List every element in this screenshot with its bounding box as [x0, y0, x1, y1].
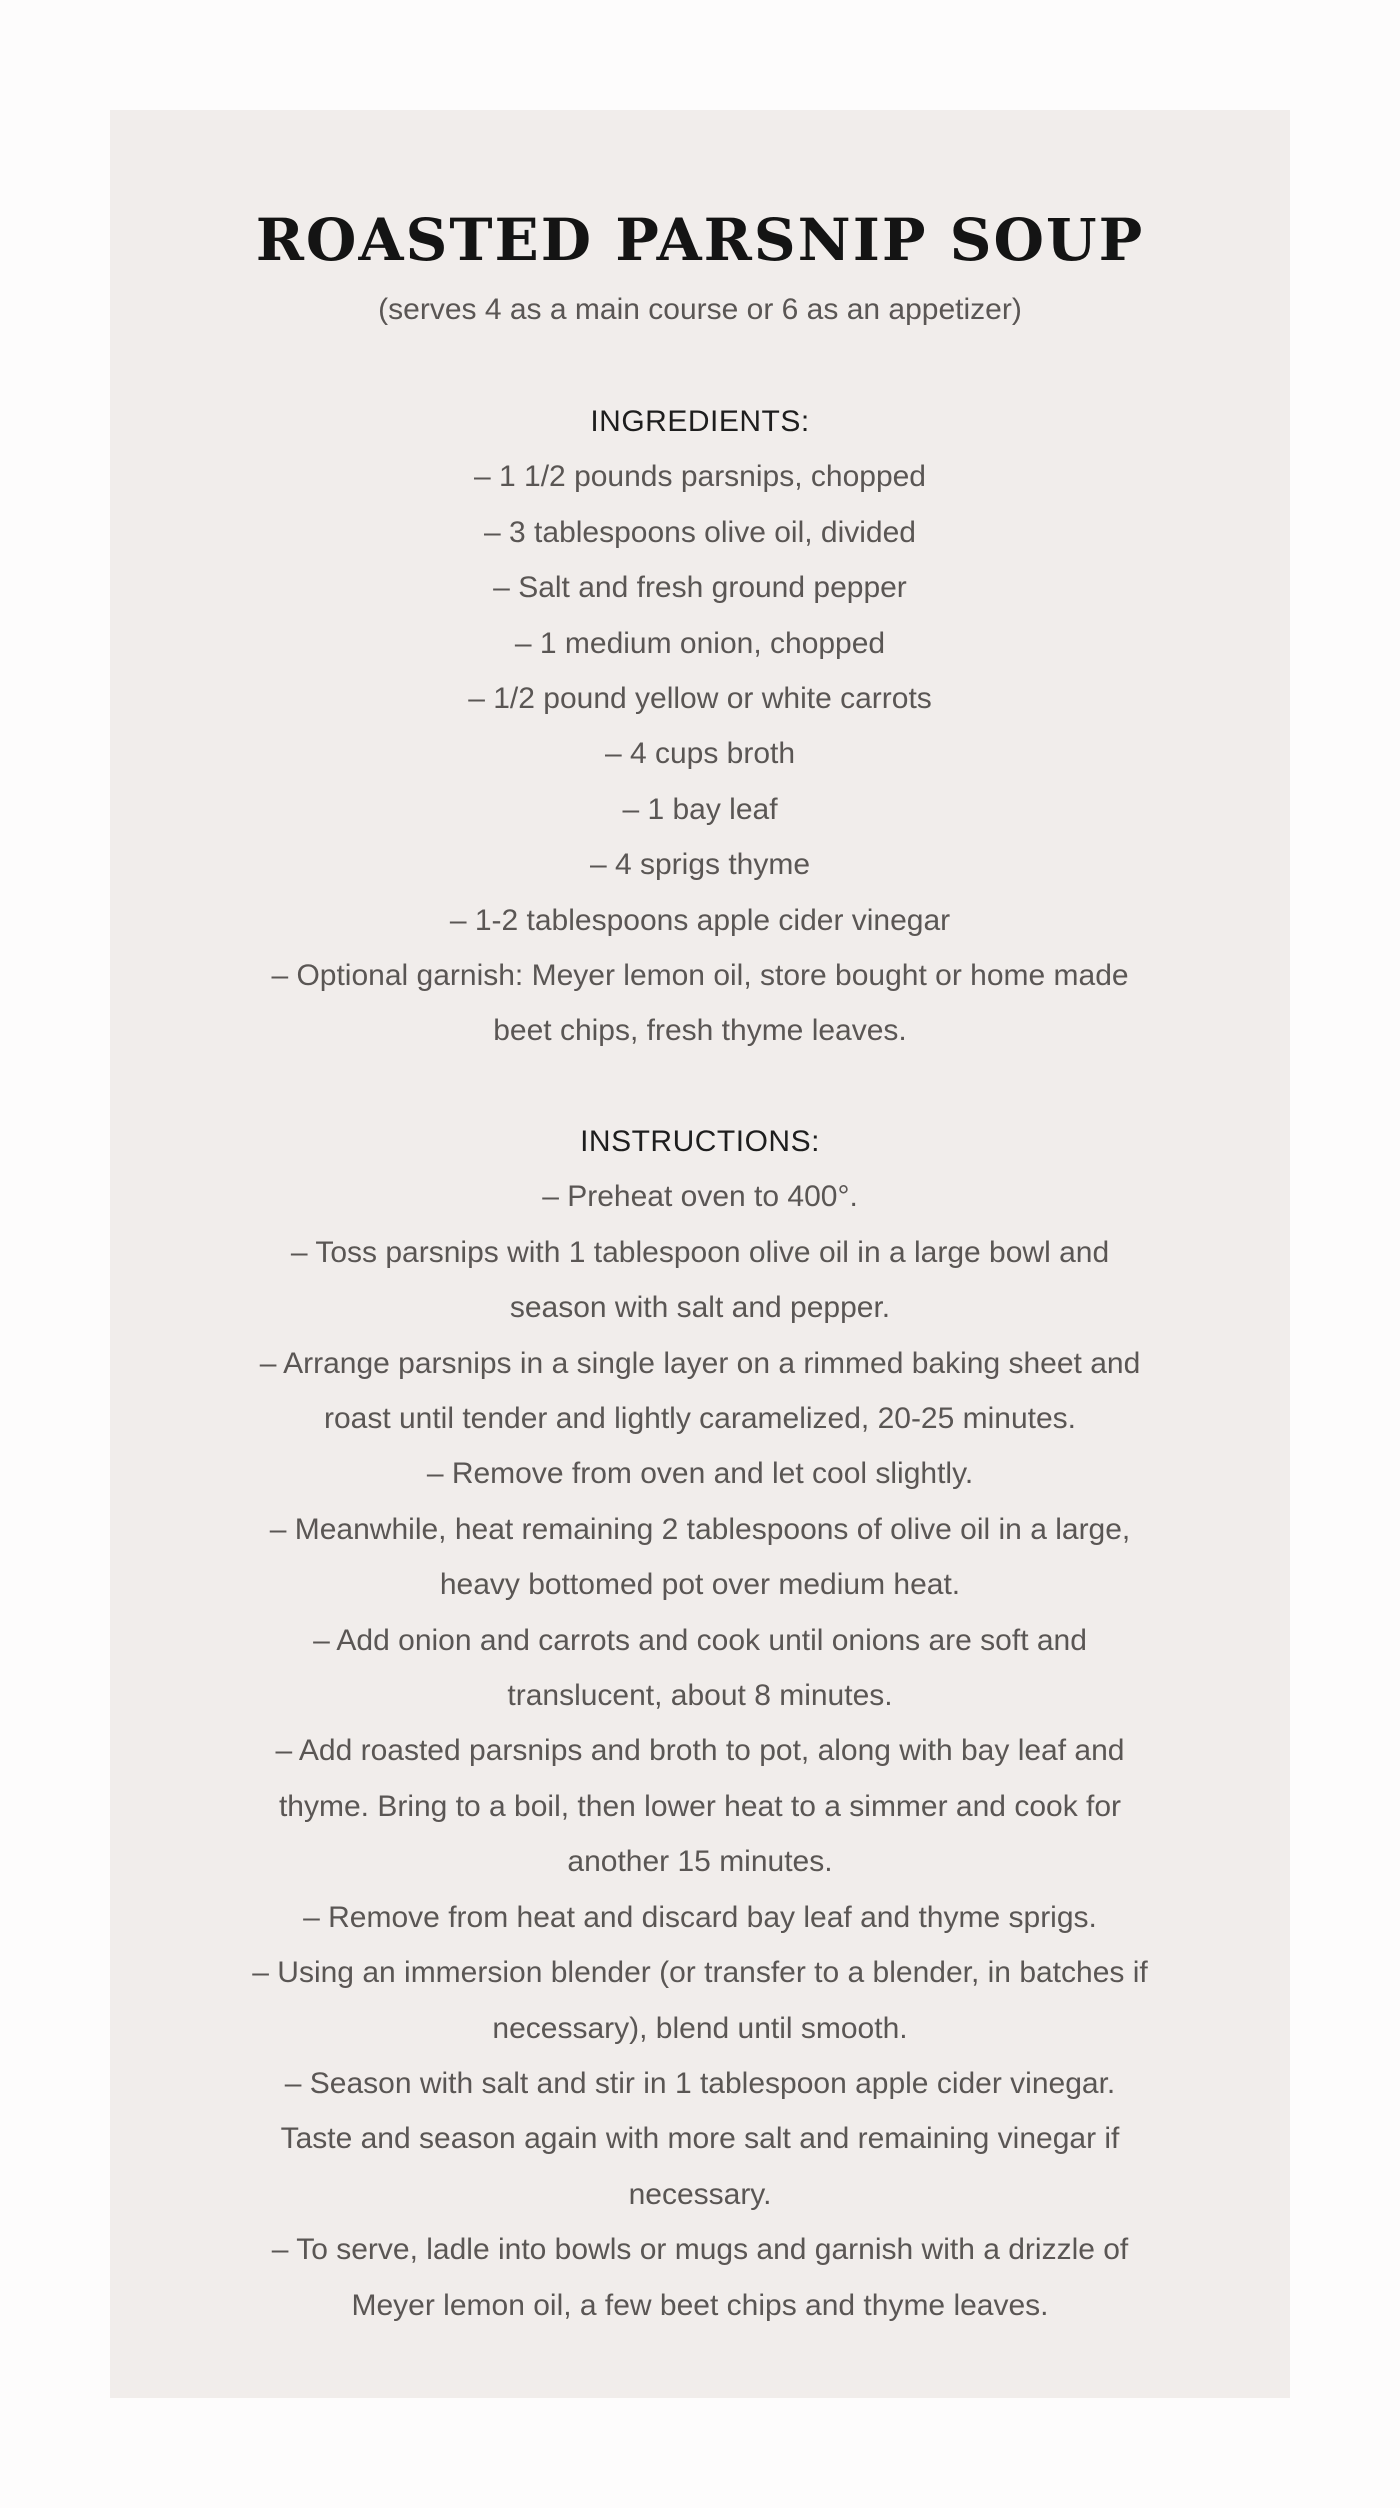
recipe-card: [110, 110, 1290, 2398]
recipe-servings: (serves 4 as a main course or 6 as an appetizer): [378, 293, 1022, 326]
ingredient-item: – 3 tablespoons olive oil, divided: [484, 515, 916, 549]
ingredient-item: – 4 sprigs thyme: [589, 848, 811, 882]
instruction-step: – Add onion and carrots and cook until onions are soft and translucent, about 8 minutes.: [313, 1623, 1087, 1713]
ingredient-item: – Salt and fresh ground pepper: [493, 571, 907, 605]
ingredient-item: – Optional garnish: Meyer lemon oil, store bought or home made beet chips, fresh thyme leaves.: [271, 959, 1129, 1048]
ingredient-item: – 1 bay leaf: [622, 792, 778, 826]
ingredients-list: [250, 449, 1150, 1058]
recipe-title: ROASTED PARSNIP SOUP: [255, 206, 1145, 274]
instruction-step: – Remove from oven and let cool slightly.: [426, 1457, 974, 1491]
ingredient-item: – 1 1/2 pounds parsnips, chopped: [473, 460, 926, 494]
instruction-step: – Season with salt and stir in 1 tablespoon apple cider vinegar. Taste and season again with more salt and remaining vinegar if necessary.: [280, 2066, 1120, 2211]
instruction-step: – Remove from heat and discard bay leaf and thyme sprigs.: [303, 1900, 1097, 1934]
ingredient-item: – 4 cups broth: [604, 737, 796, 771]
ingredient-item: – 1 medium onion, chopped: [514, 626, 886, 660]
instruction-step: – Meanwhile, heat remaining 2 tablespoons of olive oil in a large, heavy bottomed pot over medium heat.: [269, 1512, 1131, 1602]
instruction-step: – Toss parsnips with 1 tablespoon olive oil in a large bowl and season with salt and pepper.: [290, 1235, 1110, 1325]
instruction-step: – Using an immersion blender (or transfer to a blender, in batches if necessary), blend until smooth.: [252, 1956, 1148, 2045]
instructions-heading: INSTRUCTIONS:: [580, 1125, 820, 1158]
ingredient-item: – 1/2 pound yellow or white carrots: [468, 682, 932, 716]
instruction-step: – To serve, ladle into bowls or mugs and garnish with a drizzle of Meyer lemon oil, a few beet chips and thyme leaves.: [271, 2233, 1129, 2322]
ingredient-item: – 1-2 tablespoons apple cider vinegar: [449, 903, 951, 937]
ingredients-section: [250, 394, 1150, 1059]
instruction-step: – Add roasted parsnips and broth to pot, along with bay leaf and thyme. Bring to a boil, then lower heat to a simmer and cook for another 15 minutes.: [275, 1734, 1125, 1879]
instructions-list: [250, 1169, 1150, 2333]
instruction-step: – Preheat oven to 400°.: [542, 1180, 858, 1214]
instruction-step: – Arrange parsnips in a single layer on a rimmed baking sheet and roast until tender and lightly caramelized, 20-25 minutes.: [259, 1346, 1141, 1436]
instructions-section: [250, 1114, 1150, 2333]
ingredients-heading: INGREDIENTS:: [590, 405, 810, 438]
